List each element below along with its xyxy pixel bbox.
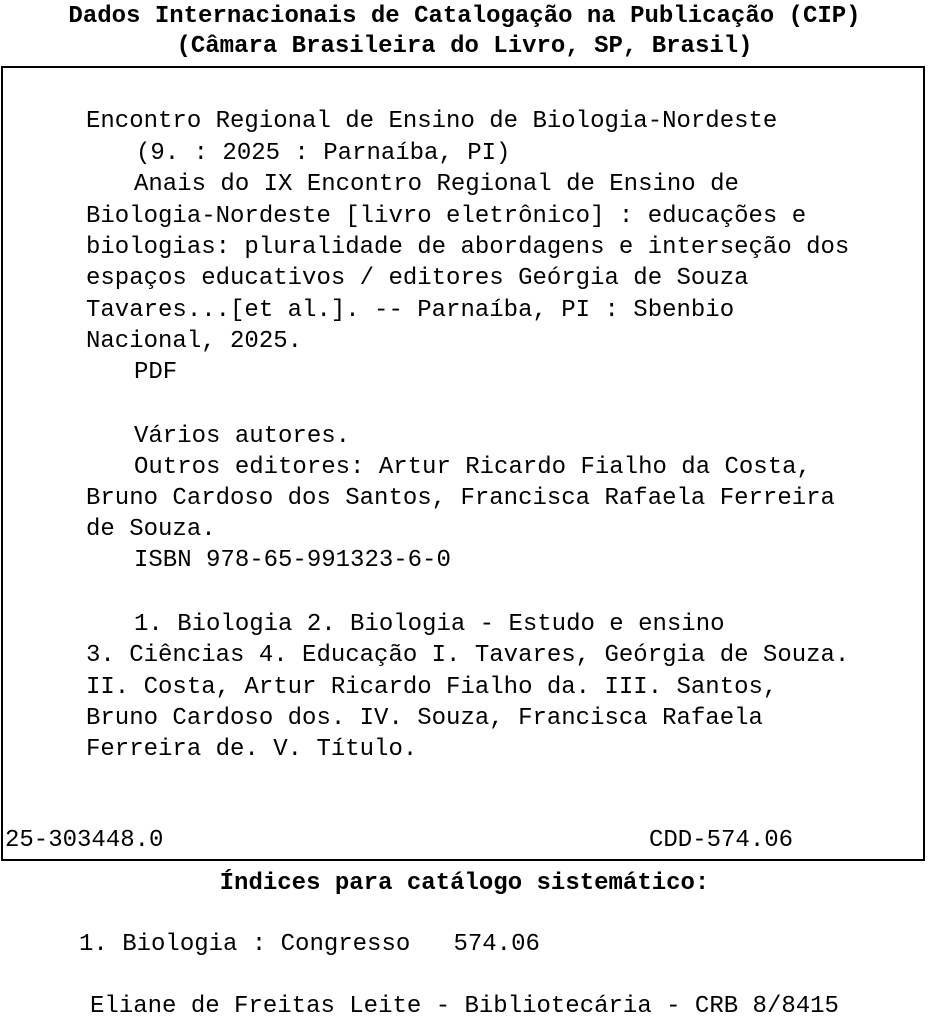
record-line: Outros editores: Artur Ricardo Fialho da Costa, [134, 454, 811, 481]
record-line: biologias: pluralidade de abordagens e interseção dos [86, 234, 850, 261]
cdd-classification: CDD-574.06 [649, 827, 794, 854]
index-entry: 1. Biologia : Congresso 574.06 [79, 931, 540, 958]
subject-line: Ferreira de. V. Título. [86, 736, 418, 763]
record-line: Nacional, 2025. [86, 328, 303, 355]
record-line: espaços educativos / editores Geórgia de Souza [86, 265, 749, 292]
isbn-line: ISBN 978-65-991323-6-0 [134, 547, 451, 574]
catalog-number: 25-303448.0 [5, 827, 164, 854]
subject-line: Bruno Cardoso dos. IV. Souza, Francisca Rafaela [86, 705, 763, 732]
record-line: de Souza. [86, 516, 216, 543]
librarian-credit: Eliane de Freitas Leite - Bibliotecária - CRB 8/8415 [90, 993, 839, 1020]
record-line: Vários autores. [134, 423, 351, 450]
record-line: Encontro Regional de Ensino de Biologia-Nordeste [86, 108, 778, 135]
subject-line: 3. Ciências 4. Educação I. Tavares, Geórgia de Souza. [86, 642, 850, 669]
record-line: Tavares...[et al.]. -- Parnaíba, PI : Sbenbio [86, 297, 735, 324]
subject-line: II. Costa, Artur Ricardo Fialho da. III. Santos, [86, 674, 778, 701]
subject-line: 1. Biologia 2. Biologia - Estudo e ensino [134, 611, 725, 638]
catalog-card [1, 66, 925, 861]
record-line: PDF [134, 359, 178, 386]
cip-title: Dados Internacionais de Catalogação na Publicação (CIP) [68, 3, 861, 30]
record-line: (9. : 2025 : Parnaíba, PI) [136, 140, 511, 167]
record-line: Bruno Cardoso dos Santos, Francisca Rafaela Ferreira [86, 485, 835, 512]
indices-title: Índices para catálogo sistemático: [219, 870, 710, 897]
record-line: Biologia-Nordeste [livro eletrônico] : educações e [86, 203, 807, 230]
cip-subtitle: (Câmara Brasileira do Livro, SP, Brasil) [176, 33, 753, 60]
record-line: Anais do IX Encontro Regional de Ensino de [134, 171, 739, 198]
